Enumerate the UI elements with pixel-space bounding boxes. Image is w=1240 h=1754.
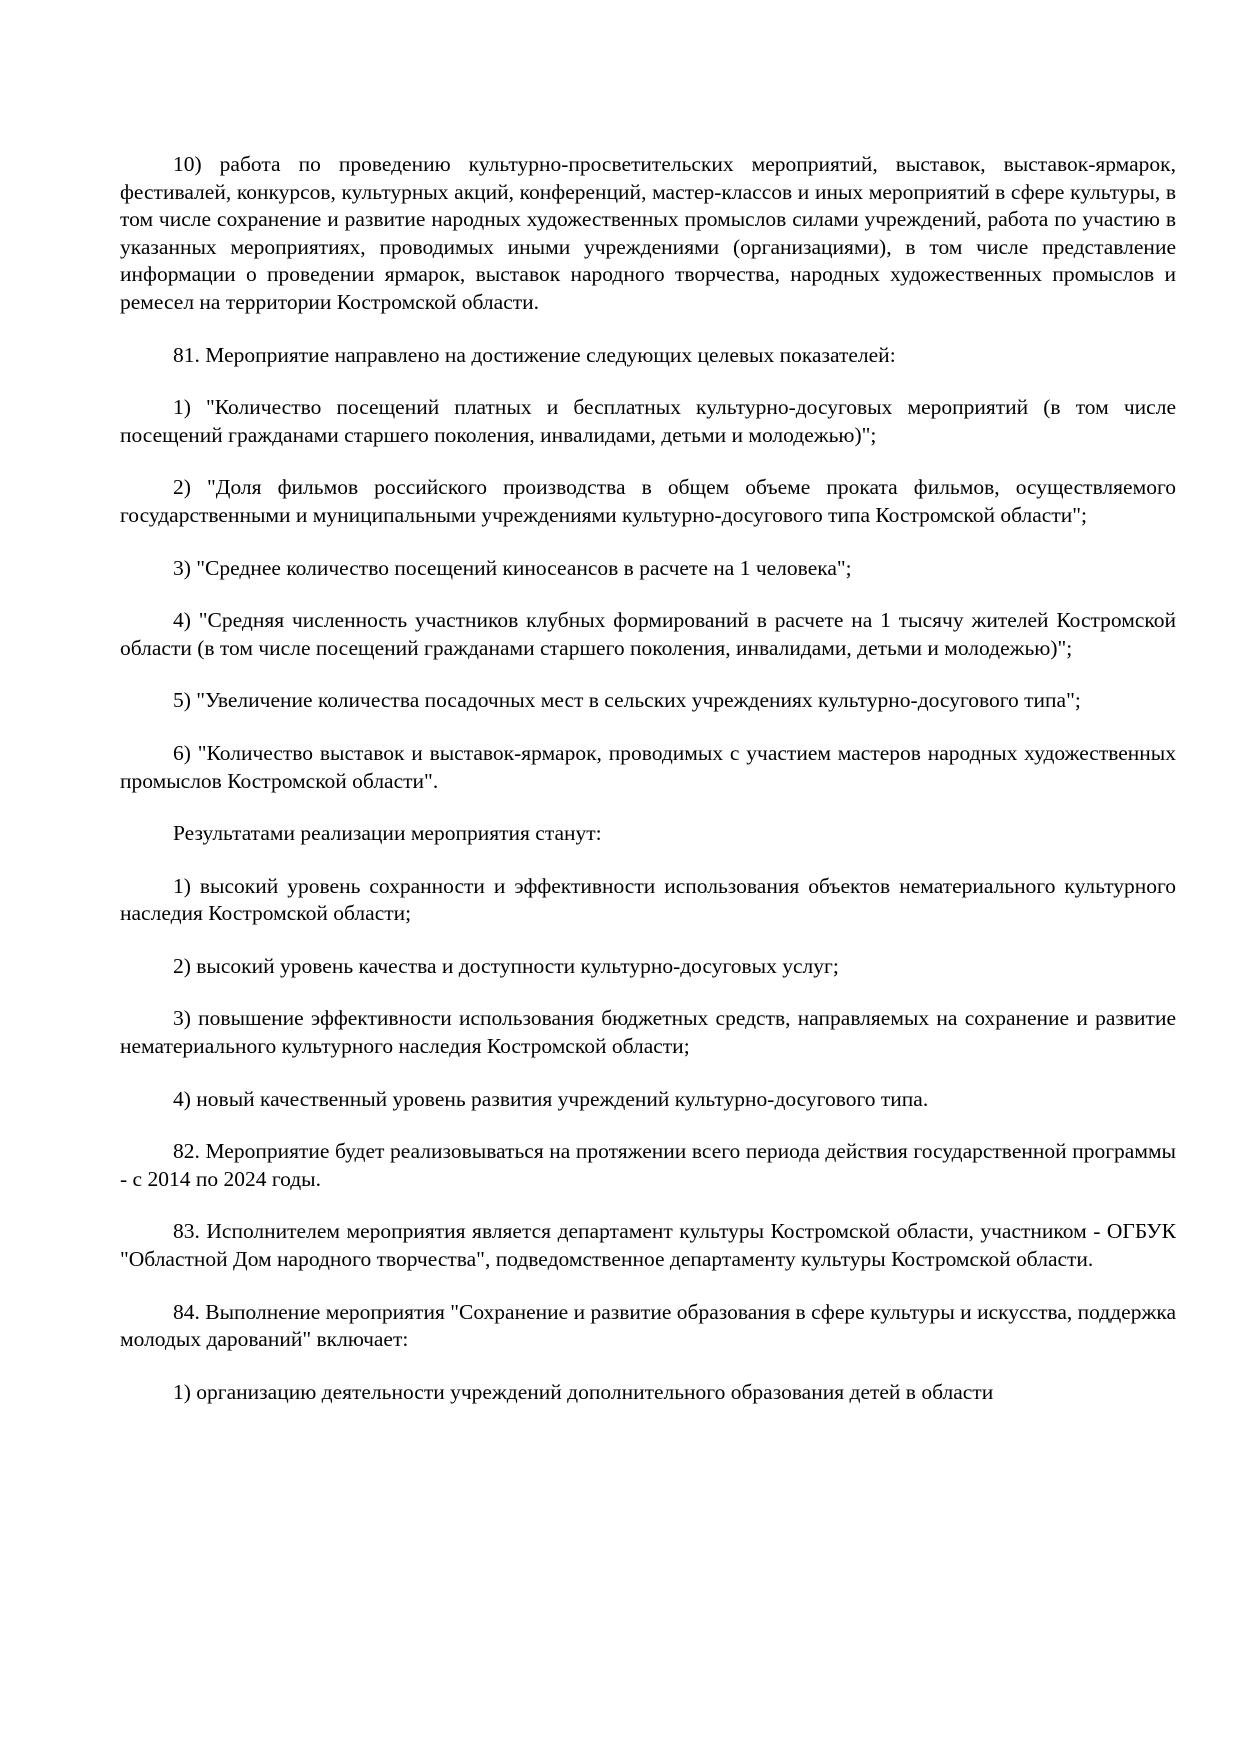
result-3: 3) повышение эффективности использования бюджетных средств, направляемых на сохранение и развитие нематериального культурного наследия Костромской области; — [120, 1006, 1176, 1059]
results-heading: Результатами реализации мероприятия станут: — [173, 821, 602, 846]
indicator-2: 2) "Доля фильмов российского производства в общем объеме проката фильмов, осуществляемого государственными и муниципальными учреждениями культурно-досугового типа Костромской области"; — [120, 475, 1176, 527]
indicator-3: 3) "Среднее количество посещений киносеансов в расчете на 1 человека"; — [173, 555, 852, 580]
paragraph-81: 81. Мероприятие направлено на достижение следующих целевых показателей: — [173, 342, 896, 367]
paragraph-item-10: 10) работа по проведению культурно-просветительских мероприятий, выставок, выставок-ярмарок, фестивалей, конкурсов, культурных акций, конференций, мастер-классов и иных мероприятий в сфере культуры, в том числе сохранение и развитие народных художественных промыслов силами учреждений, работа по участию в указанных мероприятиях, проводимых иными учреждениями (организациями), в том числе представление информации о проведении ярмарок, выставок народного творчества, народных художественных промыслов и ремесел на территории Костромской области. — [120, 152, 1176, 314]
indicator-6: 6) "Количество выставок и выставок-ярмарок, проводимых с участием мастеров народных художественных промыслов Костромской области". — [120, 740, 1176, 793]
result-1: 1) высокий уровень сохранности и эффективности использования объектов нематериального культурного наследия Костромской области; — [120, 873, 1176, 926]
document-body — [120, 151, 1176, 1431]
result-4: 4) новый качественный уровень развития учреждений культурно-досугового типа. — [173, 1086, 929, 1111]
paragraph-83: 83. Исполнителем мероприятия является департамент культуры Костромской области, участником - ОГБУК "Областной Дом народного творчества", подведомственное департаменту культуры Костромской области. — [120, 1219, 1176, 1272]
indicator-4: 4) "Средняя численность участников клубных формирований в расчете на 1 тысячу жителей Костромской области (в том числе посещений гражданами старшего поколения, инвалидами, детьми и молодежью)"; — [120, 608, 1176, 660]
result-2: 2) высокий уровень качества и доступности культурно-досуговых услуг; — [173, 953, 839, 978]
paragraph-84-item-1: 1) организацию деятельности учреждений дополнительного образования детей в области — [173, 1379, 994, 1404]
indicator-5: 5) "Увеличение количества посадочных мест в сельских учреждениях культурно-досугового типа"; — [173, 688, 1081, 713]
paragraph-84: 84. Выполнение мероприятия "Сохранение и развитие образования в сфере культуры и искусства, поддержка молодых дарований" включает: — [120, 1299, 1176, 1352]
indicator-1: 1) "Количество посещений платных и бесплатных культурно-досуговых мероприятий (в том числе посещений гражданами старшего поколения, инвалидами, детьми и молодежью)"; — [120, 395, 1176, 447]
paragraph-82: 82. Мероприятие будет реализовываться на протяжении всего периода действия государственной программы - с 2014 по 2024 годы. — [120, 1139, 1176, 1191]
